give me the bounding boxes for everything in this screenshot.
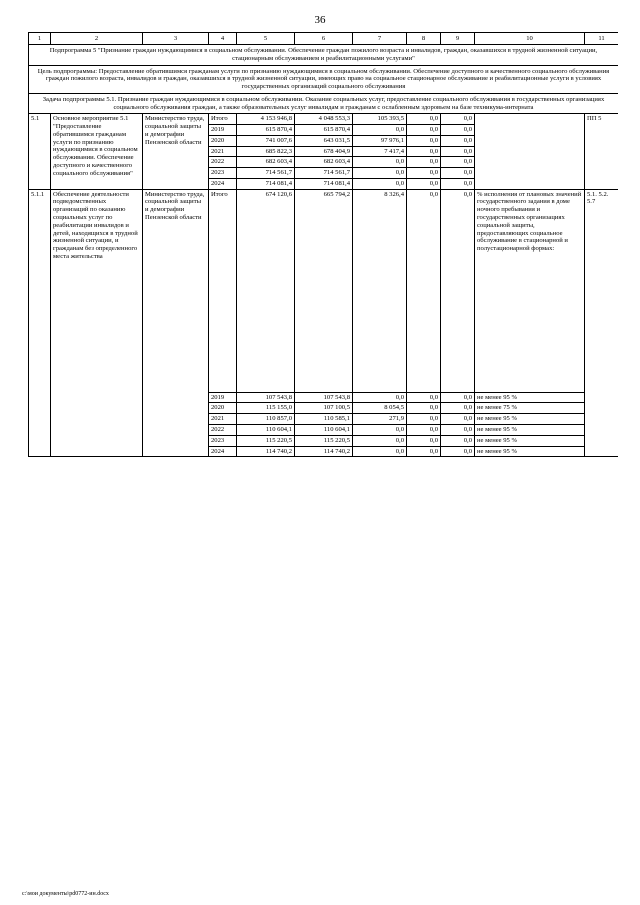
year-cell: 2022 — [209, 425, 237, 436]
federal-budget-cell: 0,0 — [353, 392, 407, 403]
total-funding-cell: 110 857,0 — [237, 414, 295, 425]
regional-budget-cell: 643 031,5 — [295, 135, 353, 146]
other-sources-cell: 0,0 — [441, 125, 475, 136]
total-funding-cell: 114 740,2 — [237, 446, 295, 457]
total-funding-cell: 110 604,1 — [237, 425, 295, 436]
other-sources-cell: 0,0 — [441, 425, 475, 436]
column-number-6: 6 — [295, 33, 353, 45]
column-number-1: 1 — [29, 33, 51, 45]
subprogram-task: Задача подпрограммы 5.1. Признание граждан нуждающимися в социальном обслуживании. Оказание социальных услуг, предоставление социального обслуживания в государственных организациях социального обслуживания граждан, а также образовательных услуг инвалидам и гражданам с ослабленным здоровьем на базе техникума-интерната — [29, 93, 619, 114]
subprogram-title-row — [29, 45, 619, 66]
total-funding-cell: 4 153 946,8 — [237, 114, 295, 125]
local-budget-cell: 0,0 — [407, 392, 441, 403]
other-sources-cell: 0,0 — [441, 157, 475, 168]
local-budget-cell: 0,0 — [407, 114, 441, 125]
program-table-sheet — [28, 32, 618, 872]
regional-budget-cell: 107 100,5 — [295, 403, 353, 414]
column-numbers-row — [29, 33, 619, 45]
indicator-value-cell: не менее 95 % — [475, 414, 585, 425]
local-budget-cell: 0,0 — [407, 403, 441, 414]
local-budget-cell: 0,0 — [407, 425, 441, 436]
table-row — [29, 114, 619, 125]
other-sources-cell: 0,0 — [441, 135, 475, 146]
total-funding-cell: 714 081,4 — [237, 178, 295, 189]
total-funding-cell: 107 543,8 — [237, 392, 295, 403]
year-cell: 2024 — [209, 446, 237, 457]
indicator-number: ПП 5 — [585, 114, 619, 189]
year-cell: 2024 — [209, 178, 237, 189]
other-sources-cell: 0,0 — [441, 146, 475, 157]
regional-budget-cell: 110 604,1 — [295, 425, 353, 436]
total-funding-cell: 115 220,5 — [237, 435, 295, 446]
year-cell: 2021 — [209, 414, 237, 425]
page-number: 36 — [314, 14, 326, 26]
measure-name: Основное мероприятие 5.1 "Предоставление обратившимся гражданам услуги по признанию нуждающимися в социальном обслуживании. Обеспечение доступного и качественного социального обслуживания" — [51, 114, 143, 189]
indicator-value-cell: не менее 95 % — [475, 392, 585, 403]
regional-budget-cell: 714 081,4 — [295, 178, 353, 189]
local-budget-cell: 0,0 — [407, 168, 441, 179]
subprogram-goal-row — [29, 65, 619, 93]
total-funding-cell: 115 155,0 — [237, 403, 295, 414]
footer-file-path: c:\мои документы\pd0772-ин.docx — [22, 891, 109, 897]
federal-budget-cell: 8 054,5 — [353, 403, 407, 414]
federal-budget-cell: 0,0 — [353, 178, 407, 189]
other-sources-cell: 0,0 — [441, 178, 475, 189]
regional-budget-cell: 714 561,7 — [295, 168, 353, 179]
regional-budget-cell: 4 048 553,3 — [295, 114, 353, 125]
column-number-7: 7 — [353, 33, 407, 45]
year-cell: 2023 — [209, 435, 237, 446]
column-number-2: 2 — [51, 33, 143, 45]
federal-budget-cell: 105 393,5 — [353, 114, 407, 125]
column-number-3: 3 — [143, 33, 209, 45]
column-number-11: 11 — [585, 33, 619, 45]
regional-budget-cell: 115 220,5 — [295, 435, 353, 446]
other-sources-cell: 0,0 — [441, 168, 475, 179]
year-cell: 2023 — [209, 168, 237, 179]
indicator-cell: % исполнения от плановых значений государственного задания в доме ночного пребывания и государственных организациях социальной защиты, предоставляющих социальное обслуживание в стационарной и полустационарной формах: — [475, 189, 585, 392]
year-cell: Итого — [209, 114, 237, 125]
year-cell: 2019 — [209, 392, 237, 403]
total-funding-cell: 714 561,7 — [237, 168, 295, 179]
year-cell: 2021 — [209, 146, 237, 157]
federal-budget-cell: 7 417,4 — [353, 146, 407, 157]
column-number-9: 9 — [441, 33, 475, 45]
indicator-value-cell: не менее 95 % — [475, 425, 585, 436]
regional-budget-cell: 665 794,2 — [295, 189, 353, 392]
regional-budget-cell: 110 585,1 — [295, 414, 353, 425]
federal-budget-cell: 8 326,4 — [353, 189, 407, 392]
regional-budget-cell: 682 603,4 — [295, 157, 353, 168]
column-number-8: 8 — [407, 33, 441, 45]
other-sources-cell: 0,0 — [441, 114, 475, 125]
local-budget-cell: 0,0 — [407, 435, 441, 446]
regional-budget-cell: 615 870,4 — [295, 125, 353, 136]
federal-budget-cell: 0,0 — [353, 157, 407, 168]
year-cell: 2019 — [209, 125, 237, 136]
local-budget-cell: 0,0 — [407, 135, 441, 146]
total-funding-cell: 741 007,6 — [237, 135, 295, 146]
indicator-value-cell: не менее 95 % — [475, 435, 585, 446]
local-budget-cell: 0,0 — [407, 189, 441, 392]
column-number-4: 4 — [209, 33, 237, 45]
federal-budget-cell: 0,0 — [353, 125, 407, 136]
other-sources-cell: 0,0 — [441, 189, 475, 392]
program-table — [28, 32, 618, 457]
other-sources-cell: 0,0 — [441, 446, 475, 457]
local-budget-cell: 0,0 — [407, 157, 441, 168]
indicator-value-cell: не менее 95 % — [475, 446, 585, 457]
local-budget-cell: 0,0 — [407, 146, 441, 157]
total-funding-cell: 685 822,3 — [237, 146, 295, 157]
indicator-number: 5.1. 5.2. 5.7 — [585, 189, 619, 457]
table-row — [29, 189, 619, 392]
year-cell: 2020 — [209, 135, 237, 146]
row-number: 5.1 — [29, 114, 51, 189]
local-budget-cell: 0,0 — [407, 178, 441, 189]
executor: Министерство труда, социальной защиты и демографии Пензенской области — [143, 114, 209, 189]
total-funding-cell: 682 603,4 — [237, 157, 295, 168]
other-sources-cell: 0,0 — [441, 435, 475, 446]
year-cell: 2020 — [209, 403, 237, 414]
row-number: 5.1.1 — [29, 189, 51, 457]
regional-budget-cell: 114 740,2 — [295, 446, 353, 457]
other-sources-cell: 0,0 — [441, 403, 475, 414]
column-number-5: 5 — [237, 33, 295, 45]
column-number-10: 10 — [475, 33, 585, 45]
regional-budget-cell: 678 404,9 — [295, 146, 353, 157]
year-cell: 2022 — [209, 157, 237, 168]
total-funding-cell: 615 870,4 — [237, 125, 295, 136]
federal-budget-cell: 0,0 — [353, 425, 407, 436]
regional-budget-cell: 107 543,8 — [295, 392, 353, 403]
subprogram-goal: Цель подпрограммы: Предоставление обратившимся гражданам услуги по признанию нуждающимися в социальном обслуживании. Обеспечение доступного и качественного социального обслуживания граждан пожилого возраста, инвалидов и граждан, оказавшихся в трудной жизненной ситуации, имеющих право на социальное стационарное обслуживание и реабилитационные услуги в условиях государственных организаций социального обслуживания — [29, 65, 619, 93]
federal-budget-cell: 0,0 — [353, 435, 407, 446]
indicator-value-cell: не менее 75 % — [475, 403, 585, 414]
total-funding-cell: 674 120,6 — [237, 189, 295, 392]
other-sources-cell: 0,0 — [441, 392, 475, 403]
indicator-cell — [475, 114, 585, 189]
local-budget-cell: 0,0 — [407, 125, 441, 136]
local-budget-cell: 0,0 — [407, 446, 441, 457]
local-budget-cell: 0,0 — [407, 414, 441, 425]
federal-budget-cell: 271,9 — [353, 414, 407, 425]
federal-budget-cell: 97 976,1 — [353, 135, 407, 146]
federal-budget-cell: 0,0 — [353, 446, 407, 457]
measure-name: Обеспечение деятельности подведомственных организаций по оказанию социальных услуг по реабилитации инвалидов и детей, находящихся в трудной жизненной ситуации, и гражданам без определенного места жительства — [51, 189, 143, 457]
other-sources-cell: 0,0 — [441, 414, 475, 425]
executor: Министерство труда, социальной защиты и демографии Пензенской области — [143, 189, 209, 457]
subprogram-title: Подпрограмма 5 "Признание граждан нуждающимися в социальном обслуживании. Обеспечение граждан пожилого возраста и инвалидов, граждан, оказавшихся в трудной жизненной ситуации, стационарным обслуживанием и реабилитационными услугами" — [29, 45, 619, 66]
federal-budget-cell: 0,0 — [353, 168, 407, 179]
year-cell: Итого — [209, 189, 237, 392]
subprogram-task-row — [29, 93, 619, 114]
